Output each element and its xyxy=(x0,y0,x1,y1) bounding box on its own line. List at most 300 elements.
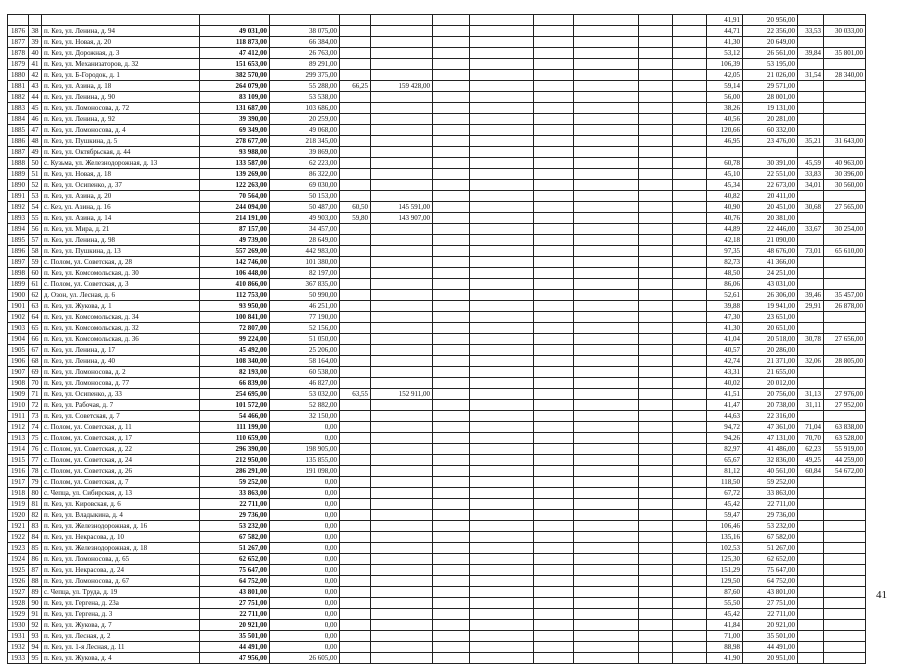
cell: 80 xyxy=(29,488,42,499)
cell: 1922 xyxy=(8,532,29,543)
cell xyxy=(574,620,639,631)
cell: 63 xyxy=(29,301,42,312)
cell: 1910 xyxy=(8,400,29,411)
cell xyxy=(470,323,534,334)
cell xyxy=(371,466,433,477)
cell: 0,00 xyxy=(270,609,340,620)
cell: 49 903,00 xyxy=(270,213,340,224)
table-row xyxy=(8,191,866,202)
cell: п. Кез, ул. Новая, д. 20 xyxy=(42,37,200,48)
cell xyxy=(534,576,574,587)
table-row xyxy=(8,147,866,158)
table-row xyxy=(8,620,866,631)
cell: 27 952,00 xyxy=(824,400,866,411)
cell: 1898 xyxy=(8,268,29,279)
cell: 43 801,00 xyxy=(743,587,798,598)
cell xyxy=(470,290,534,301)
cell xyxy=(534,378,574,389)
cell xyxy=(673,81,707,92)
cell: 20 259,00 xyxy=(270,114,340,125)
cell xyxy=(433,532,470,543)
cell xyxy=(673,642,707,653)
cell xyxy=(673,334,707,345)
cell xyxy=(470,59,534,70)
cell: п. Кез, ул. Азина, д. 14 xyxy=(42,213,200,224)
cell xyxy=(371,411,433,422)
cell: п. Кез, ул. Некрасова, д. 10 xyxy=(42,532,200,543)
cell xyxy=(673,70,707,81)
cell: 1878 xyxy=(8,48,29,59)
cell: 41,90 xyxy=(707,653,743,664)
cell xyxy=(470,455,534,466)
cell: 78 xyxy=(29,466,42,477)
cell xyxy=(798,587,824,598)
cell: 244 094,00 xyxy=(200,202,270,213)
cell: 22 711,00 xyxy=(200,609,270,620)
cell xyxy=(433,235,470,246)
cell xyxy=(340,543,371,554)
cell xyxy=(371,378,433,389)
cell: 56,00 xyxy=(707,92,743,103)
cell: 41,30 xyxy=(707,37,743,48)
cell xyxy=(798,125,824,136)
cell: 26 561,00 xyxy=(743,48,798,59)
cell: 61 xyxy=(29,279,42,290)
cell xyxy=(371,147,433,158)
table-row xyxy=(8,345,866,356)
cell xyxy=(340,59,371,70)
cell: с. Чепца, ул. Сибирская, д. 13 xyxy=(42,488,200,499)
cell: п. Кез, ул. Железнодорожная, д. 16 xyxy=(42,521,200,532)
cell: 54 466,00 xyxy=(200,411,270,422)
cell: 20 738,00 xyxy=(743,400,798,411)
cell: 38,26 xyxy=(707,103,743,114)
cell xyxy=(433,422,470,433)
cell xyxy=(534,587,574,598)
cell xyxy=(639,59,673,70)
cell xyxy=(673,191,707,202)
cell xyxy=(639,411,673,422)
cell: 45,42 xyxy=(707,499,743,510)
cell xyxy=(340,180,371,191)
cell: 133 587,00 xyxy=(200,158,270,169)
cell: п. Кез, ул. Некрасова, д. 24 xyxy=(42,565,200,576)
cell: 32 836,00 xyxy=(743,455,798,466)
cell xyxy=(673,488,707,499)
cell xyxy=(470,103,534,114)
cell xyxy=(340,92,371,103)
cell: 33,53 xyxy=(798,26,824,37)
cell: 0,00 xyxy=(270,565,340,576)
cell xyxy=(371,598,433,609)
cell: 100 841,00 xyxy=(200,312,270,323)
cell: п. Кез, ул. Ленина, д. 90 xyxy=(42,92,200,103)
cell: 0,00 xyxy=(270,576,340,587)
cell: 39,46 xyxy=(798,290,824,301)
cell: 86 322,00 xyxy=(270,169,340,180)
cell: 1914 xyxy=(8,444,29,455)
cell: п. Кез, ул. Мира, д. 21 xyxy=(42,224,200,235)
cell: 49 739,00 xyxy=(200,235,270,246)
cell: 47 956,00 xyxy=(200,653,270,664)
cell: 214 191,00 xyxy=(200,213,270,224)
cell xyxy=(340,488,371,499)
cell: 27 565,00 xyxy=(824,202,866,213)
cell: с. Кез, ул. Азина, д. 16 xyxy=(42,202,200,213)
cell xyxy=(673,422,707,433)
cell: с. Полом, ул. Советская, д. 24 xyxy=(42,455,200,466)
cell xyxy=(673,554,707,565)
cell: 99 224,00 xyxy=(200,334,270,345)
cell xyxy=(824,488,866,499)
cell: с. Полом, ул. Советская, д. 7 xyxy=(42,477,200,488)
cell xyxy=(574,367,639,378)
cell: п. Кез, ул. 1-я Лесная, д. 11 xyxy=(42,642,200,653)
cell: 41,91 xyxy=(707,15,743,26)
cell: 46 xyxy=(29,114,42,125)
cell xyxy=(340,653,371,664)
cell: 59 xyxy=(29,257,42,268)
cell: п. Кез, ул. Ломоносова, д. 65 xyxy=(42,554,200,565)
cell xyxy=(574,477,639,488)
cell xyxy=(673,169,707,180)
cell: 35,21 xyxy=(798,136,824,147)
cell: 20 286,00 xyxy=(743,345,798,356)
cell xyxy=(340,587,371,598)
cell xyxy=(798,323,824,334)
cell xyxy=(470,81,534,92)
cell: 1907 xyxy=(8,367,29,378)
table-row xyxy=(8,202,866,213)
cell: 67 582,00 xyxy=(743,532,798,543)
cell: п. Кез, ул. Жукова, д. 7 xyxy=(42,620,200,631)
cell xyxy=(824,59,866,70)
cell: 1888 xyxy=(8,158,29,169)
cell xyxy=(371,312,433,323)
cell: 1925 xyxy=(8,565,29,576)
cell: 62 xyxy=(29,290,42,301)
cell xyxy=(470,334,534,345)
cell xyxy=(673,444,707,455)
cell xyxy=(534,620,574,631)
cell xyxy=(534,488,574,499)
cell xyxy=(470,433,534,444)
cell xyxy=(371,257,433,268)
cell: 29,91 xyxy=(798,301,824,312)
table-row xyxy=(8,444,866,455)
table-row xyxy=(8,367,866,378)
cell: 52 xyxy=(29,180,42,191)
cell: 106,46 xyxy=(707,521,743,532)
cell xyxy=(798,59,824,70)
cell xyxy=(470,488,534,499)
cell xyxy=(340,235,371,246)
cell: 93 xyxy=(29,631,42,642)
cell: 51 267,00 xyxy=(743,543,798,554)
table-row xyxy=(8,70,866,81)
cell xyxy=(371,136,433,147)
cell xyxy=(470,257,534,268)
table-row xyxy=(8,521,866,532)
cell xyxy=(574,323,639,334)
cell: 135,16 xyxy=(707,532,743,543)
cell: п. Кез, ул. Пушкина, д. 13 xyxy=(42,246,200,257)
cell xyxy=(534,444,574,455)
cell xyxy=(371,158,433,169)
cell xyxy=(534,499,574,510)
cell xyxy=(340,257,371,268)
cell xyxy=(798,411,824,422)
cell xyxy=(574,81,639,92)
cell xyxy=(340,620,371,631)
table-row xyxy=(8,92,866,103)
cell xyxy=(433,455,470,466)
cell: 112 753,00 xyxy=(200,290,270,301)
cell: 33 863,00 xyxy=(200,488,270,499)
cell: 44 491,00 xyxy=(200,642,270,653)
cell xyxy=(673,290,707,301)
cell: 101 572,00 xyxy=(200,400,270,411)
cell xyxy=(574,37,639,48)
cell xyxy=(433,202,470,213)
cell xyxy=(639,598,673,609)
cell: 20 451,00 xyxy=(743,202,798,213)
cell xyxy=(639,26,673,37)
cell xyxy=(673,565,707,576)
cell: 62,23 xyxy=(798,444,824,455)
table-row xyxy=(8,378,866,389)
cell xyxy=(371,543,433,554)
cell: 40,02 xyxy=(707,378,743,389)
cell: 22 446,00 xyxy=(743,224,798,235)
cell xyxy=(574,213,639,224)
cell: 145 591,00 xyxy=(371,202,433,213)
cell xyxy=(574,510,639,521)
cell xyxy=(470,653,534,664)
cell: 51 050,00 xyxy=(270,334,340,345)
cell: 88 xyxy=(29,576,42,587)
cell xyxy=(433,125,470,136)
cell xyxy=(470,466,534,477)
cell xyxy=(673,576,707,587)
cell: 54 xyxy=(29,202,42,213)
cell xyxy=(673,114,707,125)
cell: 143 907,00 xyxy=(371,213,433,224)
cell xyxy=(673,653,707,664)
cell xyxy=(798,279,824,290)
cell: 20 951,00 xyxy=(743,653,798,664)
cell xyxy=(639,653,673,664)
cell xyxy=(534,598,574,609)
cell: 21 655,00 xyxy=(743,367,798,378)
table-row xyxy=(8,114,866,125)
cell: 94,72 xyxy=(707,422,743,433)
cell xyxy=(639,510,673,521)
cell xyxy=(433,411,470,422)
cell: 60 538,00 xyxy=(270,367,340,378)
cell xyxy=(470,268,534,279)
cell: 81 xyxy=(29,499,42,510)
cell xyxy=(534,224,574,235)
table-row xyxy=(8,543,866,554)
cell: 52 882,00 xyxy=(270,400,340,411)
cell xyxy=(534,455,574,466)
table-row xyxy=(8,125,866,136)
cell xyxy=(534,290,574,301)
cell xyxy=(470,312,534,323)
cell xyxy=(371,455,433,466)
cell xyxy=(433,70,470,81)
cell: 46,95 xyxy=(707,136,743,147)
cell: 26 763,00 xyxy=(270,48,340,59)
cell: 21 371,00 xyxy=(743,356,798,367)
cell: 75 647,00 xyxy=(743,565,798,576)
cell: 44 259,00 xyxy=(824,455,866,466)
table-row xyxy=(8,642,866,653)
cell xyxy=(673,521,707,532)
cell: 26 878,00 xyxy=(824,301,866,312)
cell xyxy=(673,59,707,70)
cell: 79 xyxy=(29,477,42,488)
cell: 30 560,00 xyxy=(824,180,866,191)
cell xyxy=(673,411,707,422)
cell: 95 xyxy=(29,653,42,664)
table-row xyxy=(8,598,866,609)
cell: 60,50 xyxy=(340,202,371,213)
cell xyxy=(534,114,574,125)
cell xyxy=(371,609,433,620)
cell: 1919 xyxy=(8,499,29,510)
cell xyxy=(340,576,371,587)
table-row-top xyxy=(8,15,866,26)
cell xyxy=(824,477,866,488)
cell xyxy=(470,598,534,609)
cell xyxy=(371,114,433,125)
cell: п. Кез, ул. Б-Городок, д. 1 xyxy=(42,70,200,81)
cell: 82,73 xyxy=(707,257,743,268)
table-row xyxy=(8,279,866,290)
cell xyxy=(340,609,371,620)
cell: 22 673,00 xyxy=(743,180,798,191)
cell xyxy=(433,389,470,400)
cell: 20 921,00 xyxy=(200,620,270,631)
cell: 66,25 xyxy=(340,81,371,92)
cell: 0,00 xyxy=(270,477,340,488)
cell: 44 491,00 xyxy=(743,642,798,653)
cell: 64 752,00 xyxy=(743,576,798,587)
cell xyxy=(433,543,470,554)
cell xyxy=(534,642,574,653)
cell xyxy=(470,169,534,180)
cell: 1916 xyxy=(8,466,29,477)
cell xyxy=(433,510,470,521)
cell: 23 476,00 xyxy=(743,136,798,147)
cell xyxy=(574,125,639,136)
cell xyxy=(534,400,574,411)
cell: 21 090,00 xyxy=(743,235,798,246)
table-row xyxy=(8,389,866,400)
cell: 50 990,00 xyxy=(270,290,340,301)
cell xyxy=(340,367,371,378)
table-row xyxy=(8,499,866,510)
cell: 44 xyxy=(29,92,42,103)
cell: 73,01 xyxy=(798,246,824,257)
cell xyxy=(433,136,470,147)
cell xyxy=(824,642,866,653)
cell xyxy=(470,587,534,598)
cell xyxy=(798,510,824,521)
cell xyxy=(371,169,433,180)
cell: 1915 xyxy=(8,455,29,466)
cell: 49 068,00 xyxy=(270,125,340,136)
cell: 74 xyxy=(29,422,42,433)
cell: с. Чепца, ул. Труда, д. 19 xyxy=(42,587,200,598)
cell xyxy=(371,92,433,103)
cell: п. Кез, ул. Ленина, д. 92 xyxy=(42,114,200,125)
cell: 30 391,00 xyxy=(743,158,798,169)
cell xyxy=(574,345,639,356)
cell: 58 xyxy=(29,246,42,257)
table-row xyxy=(8,59,866,70)
cell xyxy=(433,290,470,301)
cell xyxy=(574,268,639,279)
cell xyxy=(824,147,866,158)
table-row xyxy=(8,268,866,279)
cell xyxy=(639,147,673,158)
cell xyxy=(574,532,639,543)
cell xyxy=(639,114,673,125)
cell xyxy=(574,290,639,301)
cell: 38 075,00 xyxy=(270,26,340,37)
cell xyxy=(433,92,470,103)
cell xyxy=(824,268,866,279)
cell xyxy=(470,411,534,422)
cell: 28 649,00 xyxy=(270,235,340,246)
cell: 81,12 xyxy=(707,466,743,477)
cell xyxy=(824,235,866,246)
cell xyxy=(673,598,707,609)
cell xyxy=(639,576,673,587)
cell: 20 411,00 xyxy=(743,191,798,202)
cell xyxy=(534,543,574,554)
cell xyxy=(470,576,534,587)
cell xyxy=(673,125,707,136)
cell xyxy=(798,345,824,356)
cell: 40,76 xyxy=(707,213,743,224)
cell xyxy=(371,323,433,334)
cell: 52 156,00 xyxy=(270,323,340,334)
cell xyxy=(433,642,470,653)
cell: 69 xyxy=(29,367,42,378)
cell xyxy=(798,37,824,48)
cell xyxy=(639,48,673,59)
cell xyxy=(371,191,433,202)
cell xyxy=(743,147,798,158)
cell xyxy=(433,499,470,510)
cell xyxy=(340,532,371,543)
cell: 35 457,00 xyxy=(824,290,866,301)
cell xyxy=(371,477,433,488)
cell: 30 254,00 xyxy=(824,224,866,235)
cell: 30 033,00 xyxy=(824,26,866,37)
cell: п. Кез, ул. Ленина, д. 94 xyxy=(42,26,200,37)
cell xyxy=(798,488,824,499)
cell: 89 291,00 xyxy=(270,59,340,70)
cell xyxy=(371,125,433,136)
cell: 22 711,00 xyxy=(743,499,798,510)
cell: 82,97 xyxy=(707,444,743,455)
cell xyxy=(574,59,639,70)
